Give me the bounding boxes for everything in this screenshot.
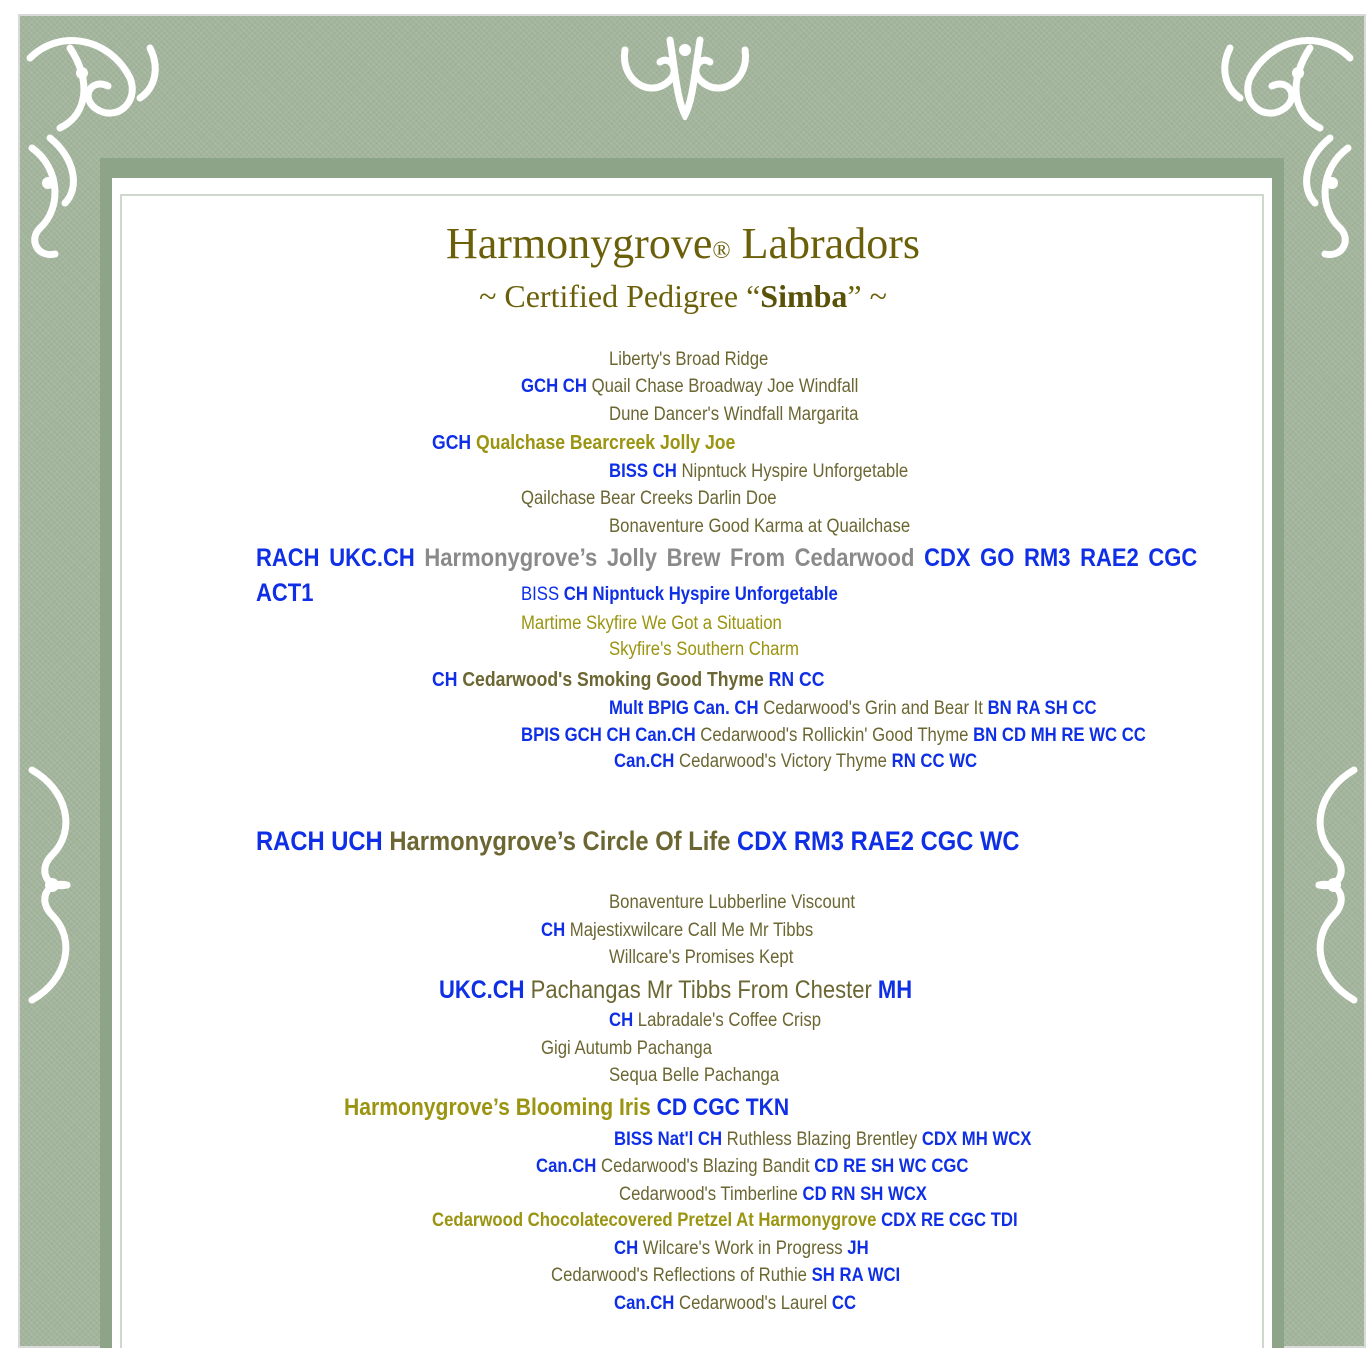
pedigree-entry: Can.CH Cedarwood's Blazing Bandit CD RE SH WC CGC: [536, 1156, 969, 1177]
pedigree-entry: BISS Nat'l CH Ruthless Blazing Brentley CDX MH WCX: [614, 1129, 1032, 1150]
pedigree-entry: GCH Qualchase Bearcreek Jolly Joe: [432, 432, 736, 454]
pedigree-entry: CH Labradale's Coffee Crisp: [609, 1010, 822, 1031]
top-ornament-icon: [615, 30, 755, 120]
pedigree-entry: Qailchase Bear Creeks Darlin Doe: [521, 488, 777, 509]
sire-entry: RACH UKC.CH Harmonygrove’s Jolly Brew From Cedarwood CDX GO RM3 RAE2 CGC: [256, 544, 1198, 572]
pedigree-entry: Willcare's Promises Kept: [609, 947, 794, 968]
pedigree-entry: Can.CH Cedarwood's Victory Thyme RN CC WC: [614, 751, 978, 772]
pedigree-entry: Sequa Belle Pachanga: [609, 1065, 780, 1086]
pedigree-entry: BPIS GCH CH Can.CH Cedarwood's Rollickin' Good Thyme BN CD MH RE WC CC: [521, 725, 1146, 746]
pedigree-entry: Gigi Autumb Pachanga: [541, 1038, 713, 1059]
pedigree-entry: Mult BPIG Can. CH Cedarwood's Grin and Bear It BN RA SH CC: [609, 698, 1097, 719]
pedigree-entry: Cedarwood's Reflections of Ruthie SH RA WCI: [551, 1265, 901, 1286]
pedigree-entry: Dune Dancer's Windfall Margarita: [609, 404, 859, 425]
pedigree-entry: Cedarwood's Timberline CD RN SH WCX: [619, 1184, 927, 1205]
side-ornament-icon: [22, 760, 102, 1010]
pedigree-entry: CH Cedarwood's Smoking Good Thyme RN CC: [432, 669, 825, 691]
pedigree-entry: Liberty's Broad Ridge: [609, 349, 769, 370]
dog-call-name: Simba: [760, 278, 848, 314]
sire-entry-continued: ACT1: [256, 579, 314, 607]
pedigree-entry: Bonaventure Good Karma at Quailchase: [609, 516, 911, 537]
pedigree-entry: Can.CH Cedarwood's Laurel CC: [614, 1293, 857, 1314]
pedigree-entry: Bonaventure Lubberline Viscount: [609, 892, 856, 913]
pedigree-entry: Martime Skyfire We Got a Situation: [521, 613, 782, 634]
pedigree-entry: CH Wilcare's Work in Progress JH: [614, 1238, 869, 1259]
subject-dog-entry: RACH UCH Harmonygrove’s Circle Of Life CDX RM3 RAE2 CGC WC: [256, 826, 1020, 856]
pedigree-entry: GCH CH Quail Chase Broadway Joe Windfall: [521, 376, 859, 397]
side-ornament-icon: [1284, 760, 1364, 1010]
page-subtitle: ~ Certified Pedigree “Simba” ~: [479, 278, 887, 314]
pedigree-entry: Skyfire's Southern Charm: [609, 639, 799, 660]
pedigree-entry: BISS CH Nipntuck Hyspire Unforgetable: [609, 461, 909, 482]
pedigree-entry: CH Majestixwilcare Call Me Mr Tibbs: [541, 920, 814, 941]
pedigree-entry: BISS CH Nipntuck Hyspire Unforgetable: [521, 584, 838, 605]
pedigree-entry: UKC.CH Pachangas Mr Tibbs From Chester MH: [439, 976, 913, 1004]
page-title: Harmonygrove® Labradors: [446, 219, 920, 268]
pedigree-entry: Cedarwood Chocolatecovered Pretzel At Harmonygrove CDX RE CGC TDI: [432, 1210, 1018, 1231]
dam-entry: Harmonygrove’s Blooming Iris CD CGC TKN: [344, 1094, 790, 1121]
